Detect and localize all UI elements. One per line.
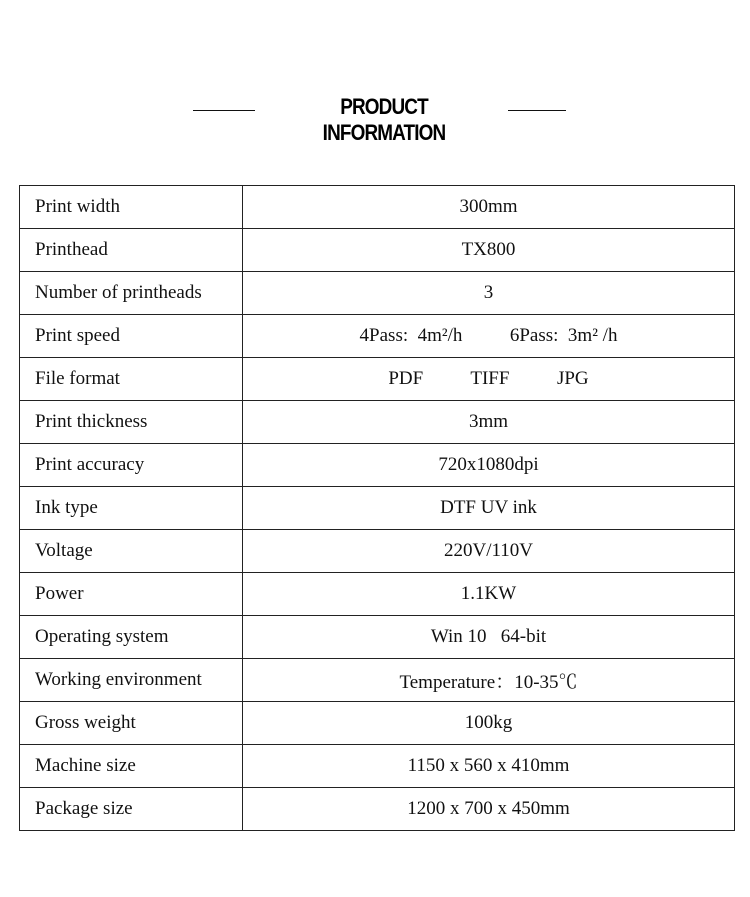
table-row (20, 745, 735, 788)
spec-label: Machine size (20, 745, 243, 788)
spec-label: Gross weight (20, 702, 243, 745)
spec-value: Temperature：10-35℃ (243, 659, 735, 702)
spec-label: Print thickness (20, 401, 243, 444)
table-row (20, 659, 735, 702)
spec-label: Working environment (20, 659, 243, 702)
table-row (20, 444, 735, 487)
table-row (20, 788, 735, 831)
table-row (20, 315, 735, 358)
spec-label: Voltage (20, 530, 243, 573)
page-title: PRODUCT INFORMATION (322, 94, 446, 145)
spec-label: Print speed (20, 315, 243, 358)
spec-value: 220V/110V (243, 530, 735, 573)
spec-label: Printhead (20, 229, 243, 272)
section-header (0, 92, 750, 145)
table-row (20, 573, 735, 616)
table-row (20, 702, 735, 745)
spec-value: 3 (243, 272, 735, 315)
table-row (20, 229, 735, 272)
spec-label: Ink type (20, 487, 243, 530)
table-row (20, 487, 735, 530)
spec-value: 100kg (243, 702, 735, 745)
spec-value: TX800 (243, 229, 735, 272)
spec-value: 1150 x 560 x 410mm (243, 745, 735, 788)
spec-label: Power (20, 573, 243, 616)
spec-table (19, 185, 735, 831)
spec-label: File format (20, 358, 243, 401)
table-row (20, 358, 735, 401)
table-row (20, 616, 735, 659)
header-rule-left (193, 110, 255, 111)
table-row (20, 530, 735, 573)
table-row (20, 186, 735, 229)
spec-value: 1.1KW (243, 573, 735, 616)
spec-label: Package size (20, 788, 243, 831)
spec-value: 720x1080dpi (243, 444, 735, 487)
spec-value: 3mm (243, 401, 735, 444)
spec-label: Print width (20, 186, 243, 229)
table-row (20, 272, 735, 315)
spec-value: 300mm (243, 186, 735, 229)
table-row (20, 401, 735, 444)
spec-value: Win 10 64-bit (243, 616, 735, 659)
spec-label: Number of printheads (20, 272, 243, 315)
spec-value: PDF TIFF JPG (243, 358, 735, 401)
spec-value: DTF UV ink (243, 487, 735, 530)
spec-label: Print accuracy (20, 444, 243, 487)
spec-value: 4Pass: 4m²/h 6Pass: 3m² /h (243, 315, 735, 358)
spec-label: Operating system (20, 616, 243, 659)
spec-value: 1200 x 700 x 450mm (243, 788, 735, 831)
header-rule-right (508, 110, 566, 111)
